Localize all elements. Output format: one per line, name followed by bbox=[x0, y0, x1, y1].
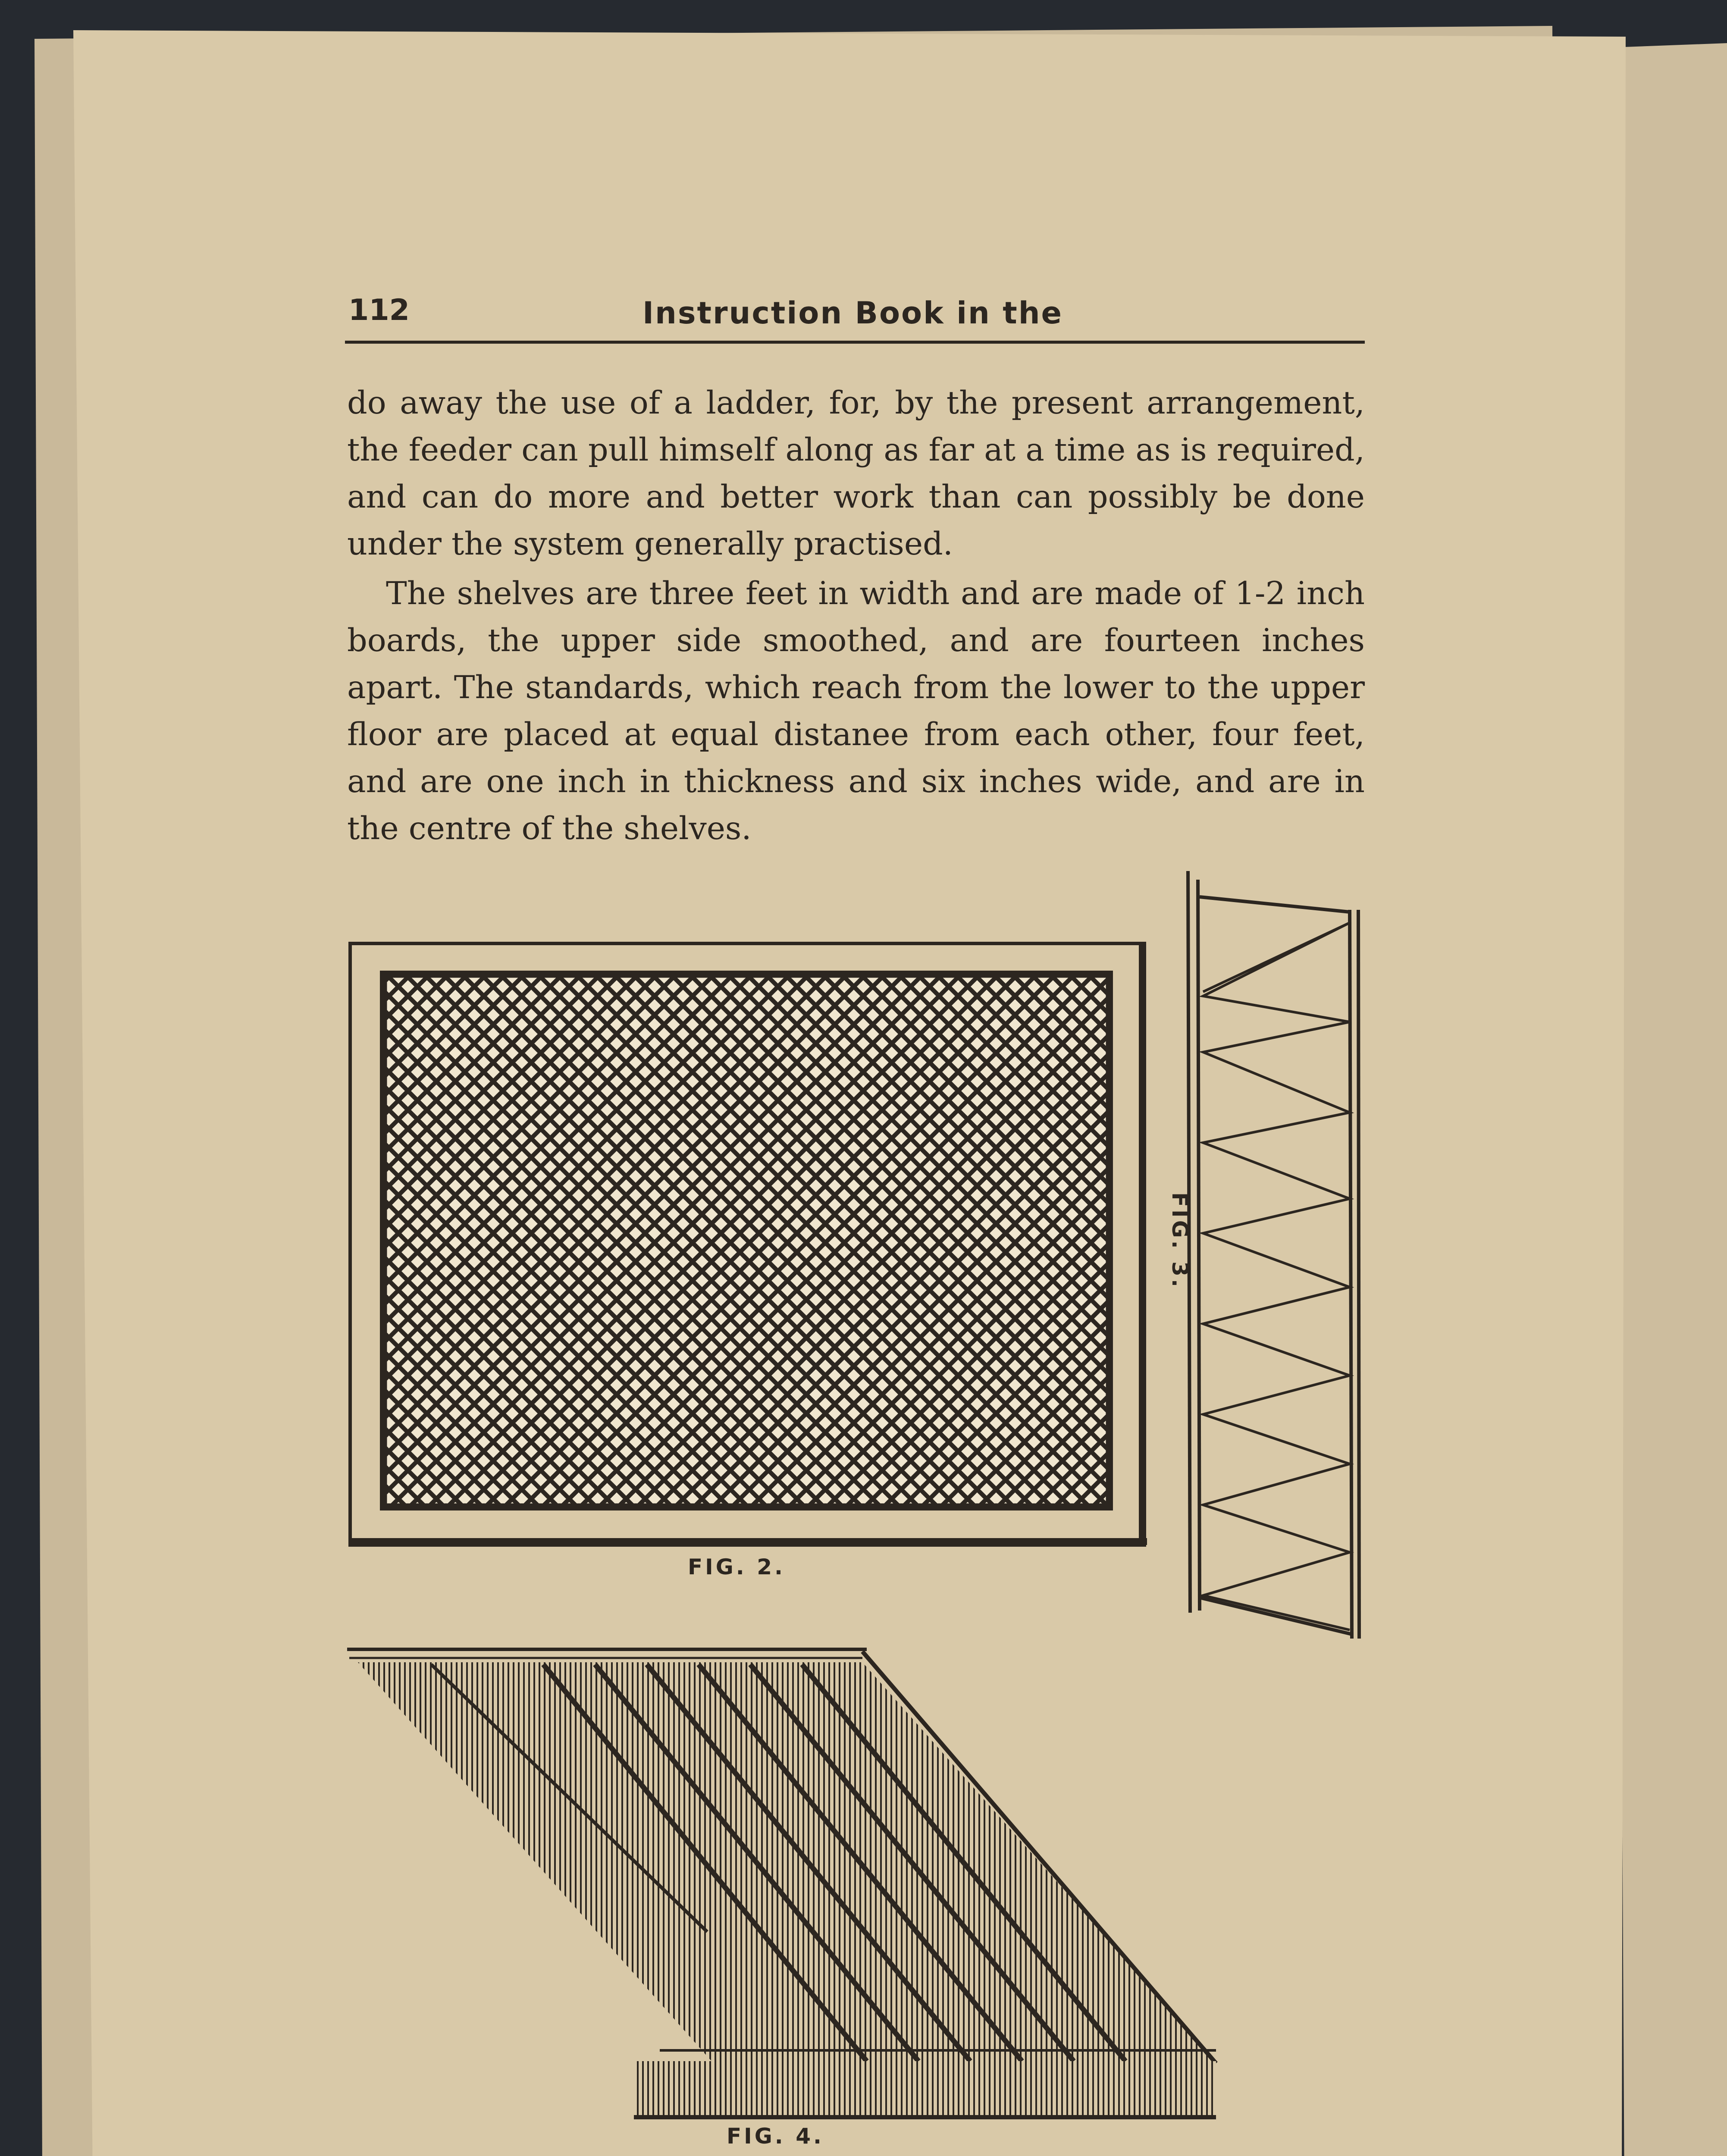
paragraph-2: The shelves are three feet in width and are made of 1-2 inch boards, the upper side smoothed, and are fourteen inches apart. The standards, which reach from the lower to the upper floor are placed at equal distanee from each other, four feet, and are one inch in thickness and six inches wide, and are in the centre of the shelves. bbox=[347, 575, 1365, 847]
running-title: Instruction Book in the bbox=[643, 295, 1063, 331]
page-number: 112 bbox=[348, 293, 410, 327]
body-text bbox=[347, 379, 1365, 855]
fig-3-caption: FIG. 3. bbox=[1167, 1192, 1192, 1290]
paragraph-1: do away the use of a ladder, for, by the present arrangement, the feeder can pull himself along as far at a time as is required, and can do more and better work than can possibly be done under the system generally practised. bbox=[347, 385, 1365, 562]
fig-2-caption: FIG. 2. bbox=[688, 1554, 785, 1579]
running-head bbox=[345, 285, 1365, 344]
fig-4-caption: FIG. 4. bbox=[727, 2124, 824, 2149]
